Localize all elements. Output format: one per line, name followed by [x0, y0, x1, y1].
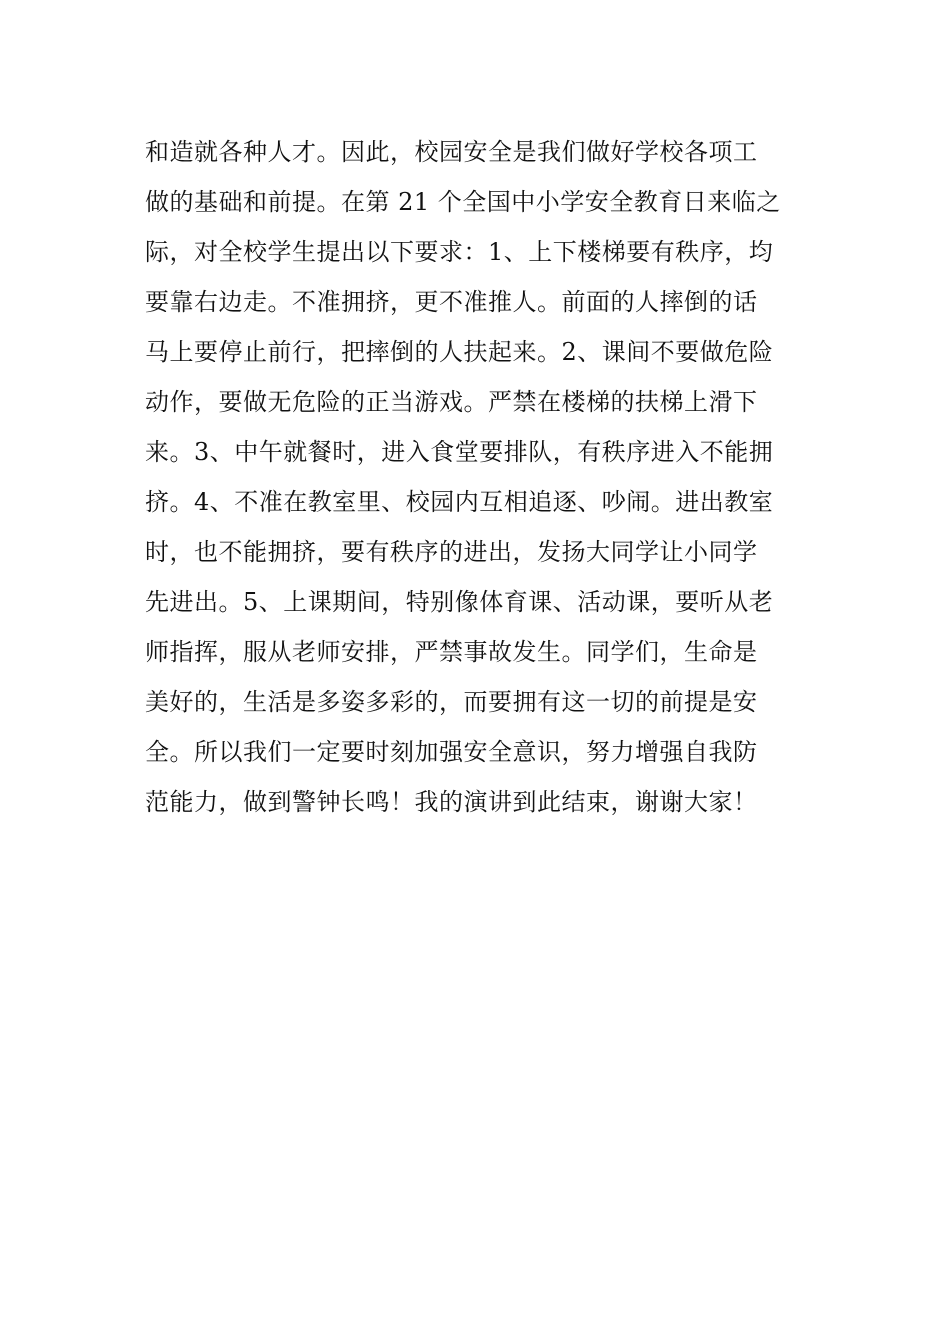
speech-paragraph: [145, 127, 810, 827]
text-line: 师指挥，服从老师安排，严禁事故发生。同学们，生命是: [145, 638, 758, 666]
text-line: 动作，要做无危险的正当游戏。严禁在楼梯的扶梯上滑下: [145, 388, 758, 416]
text-line: 先进出。5、上课期间，特别像体育课、活动课，要听从老: [145, 588, 774, 616]
text-line: 马上要停止前行，把摔倒的人扶起来。2、课间不要做危险: [145, 338, 774, 366]
text-line: 挤。4、不准在教室里、校园内互相追逐、吵闹。进出教室: [145, 488, 774, 516]
text-line: 美好的，生活是多姿多彩的，而要拥有这一切的前提是安: [145, 688, 758, 716]
text-line: 要靠右边走。不准拥挤，更不准推人。前面的人摔倒的话: [145, 288, 758, 316]
text-line: 范能力，做到警钟长鸣！我的演讲到此结束，谢谢大家！: [145, 788, 758, 816]
text-line: 来。3、中午就餐时，进入食堂要排队，有秩序进入不能拥: [145, 438, 774, 466]
text-line: 和造就各种人才。因此，校园安全是我们做好学校各项工: [145, 138, 758, 166]
text-line: 全。所以我们一定要时刻加强安全意识，努力增强自我防: [145, 738, 758, 766]
text-line: 际，对全校学生提出以下要求：1、上下楼梯要有秩序，均: [145, 238, 774, 266]
text-line: 时，也不能拥挤，要有秩序的进出，发扬大同学让小同学: [145, 538, 758, 566]
text-line: 做的基础和前提。在第 21 个全国中小学安全教育日来临之: [145, 188, 781, 216]
